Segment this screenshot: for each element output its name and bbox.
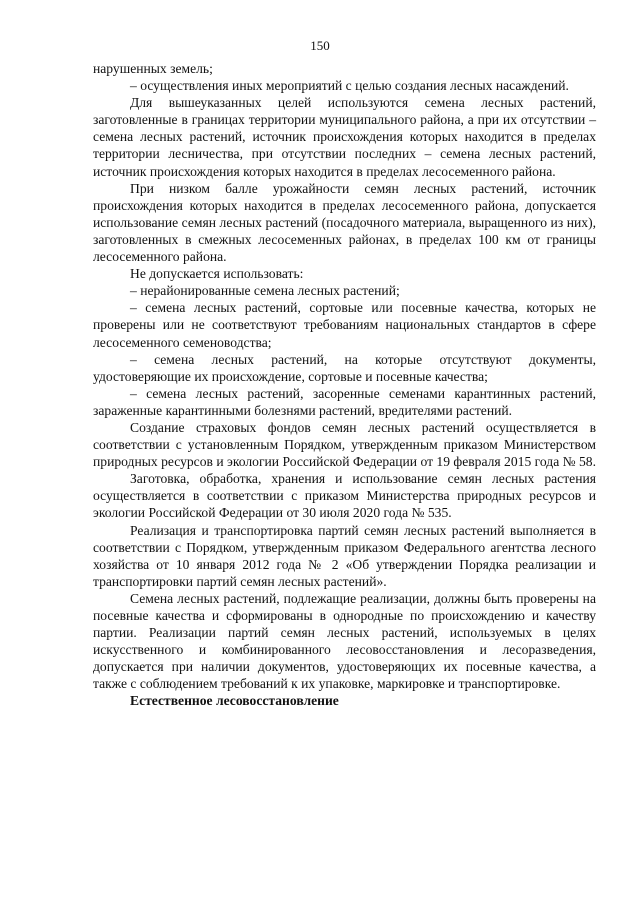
page-number: 150 — [310, 38, 330, 53]
paragraph-seed-sale-requirements: Семена лесных растений, подлежащие реализации, должны быть проверены на посевные качества и сформированы в однородные по происхождению и качеству партии. Реализации партий семян лесных растений, используемых в целях искусственного и комбинированного лесовосстановления и лесоразведения, допускается при наличии документов, удостоверяющих их посевные качества, а также с соблюдением требований к их упаковке, маркировке и транспортировке. — [93, 590, 596, 692]
list-item-contaminated-seeds: – семена лесных растений, засоренные семенами карантинных растений, зараженные карантинными болезнями растений, вредителями растений. — [93, 385, 596, 418]
section-heading: Естественное лесовосстановление — [130, 693, 339, 709]
list-item-undocumented-seeds: – семена лесных растений, на которые отсутствуют документы, удостоверяющие их происхождение, сортовые и посевные качества; — [93, 351, 596, 384]
paragraph-low-yield: При низком балле урожайности семян лесных растений, источник происхождения которых находится в пределах лесосеменного района, допускается использование семян лесных растений (посадочного материала, выращенного из них), заготовленных в смежных лесосеменных районах, в пределах 100 км от границы лесосеменного района. — [93, 180, 596, 265]
paragraph-seed-procurement: Заготовка, обработка, хранения и использование семян лесных растения осуществляется в соответствии с приказом Министерства природных ресурсов и экологии Российской Федерации от 30 июля 2020 года № 535. — [93, 471, 596, 521]
list-item-afforestation-measures: – осуществления иных мероприятий с целью создания лесных насаждений. — [130, 78, 569, 94]
list-item-non-zoned-seeds: – нерайонированные семена лесных растений; — [130, 283, 400, 299]
paragraph-not-allowed-intro: Не допускается использовать: — [130, 266, 304, 282]
paragraph-seed-transport: Реализация и транспортировка партий семян лесных растений выполняется в соответствии с Порядком, утвержденным приказом Федерального агентства лесного хозяйства от 10 января 2012 года № 2 «Об утверждении Порядка реализации и транспортировки партий семян лесных растений». — [93, 522, 596, 589]
paragraph-seed-sources: Для вышеуказанных целей используются семена лесных растений, заготовленные в границах территории муниципального района, а при их отсутствии – семена лесных растений, источник происхождения которых находится в пределах территории лесничества, при отсутствии последних – семена лесных растений, источник происхождения которых находится в пределах лесосеменного района. — [93, 95, 596, 179]
paragraph-insurance-funds: Создание страховых фондов семян лесных растений осуществляется в соответствии с установленным Порядком, утвержденным приказом Министерством природных ресурсов и экологии Российской Федерации от 19 февраля 2015 года № 58. — [93, 419, 596, 470]
document-body — [93, 60, 596, 710]
list-item-unchecked-seeds: – семена лесных растений, сортовые или посевные качества, которых не проверены или не соответствуют требованиям национальных стандартов в сфере лесосеменного семеноводства; — [93, 300, 596, 350]
paragraph-continuation: нарушенных земель; — [93, 61, 213, 76]
